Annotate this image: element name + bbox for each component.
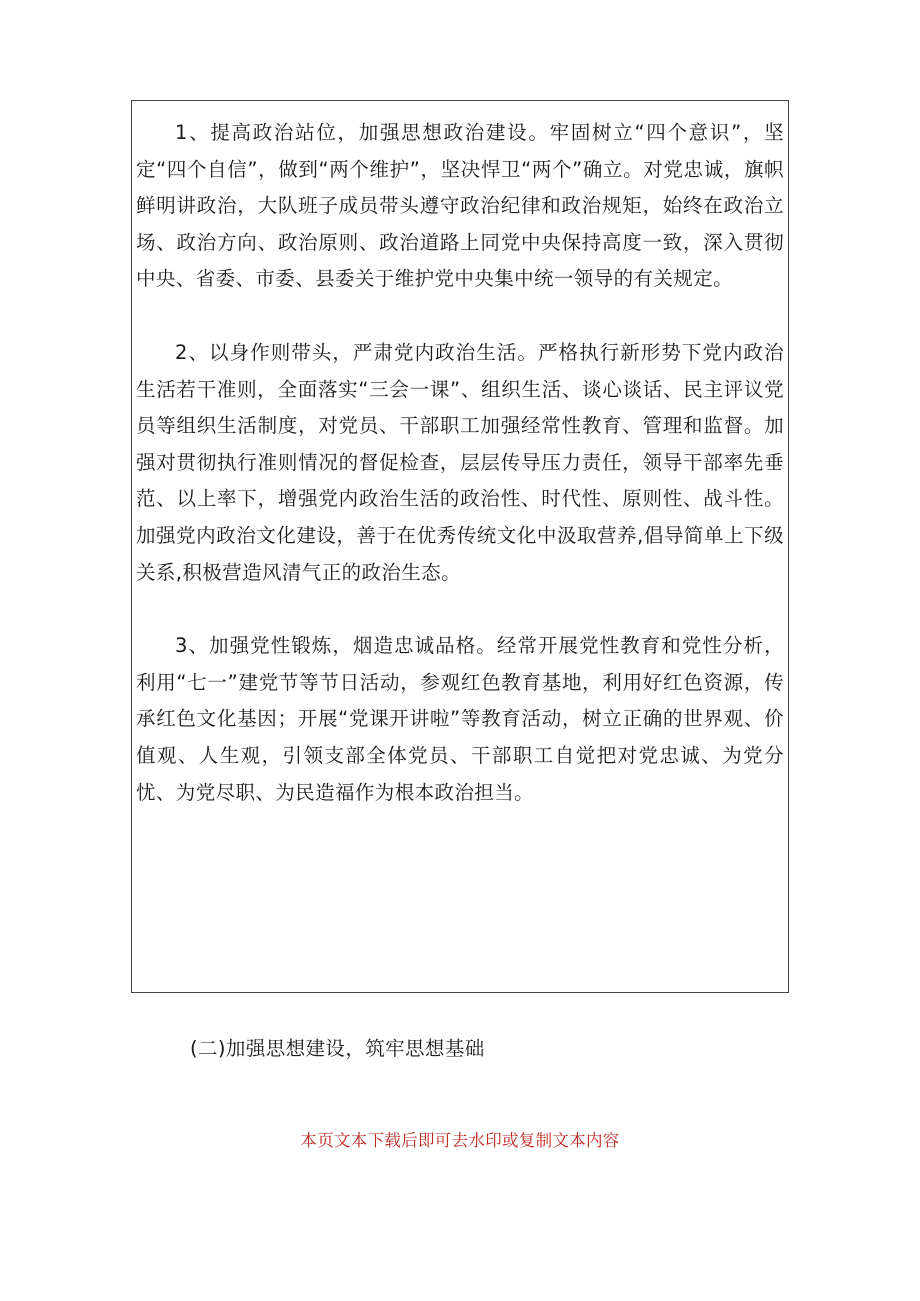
download-notice: 本页文本下载后即可去水印或复制文本内容 <box>300 1131 620 1150</box>
paragraph-3: 3、加强党性锻炼，烟造忠诚品格。经常开展党性教育和党性分析，利用“七一”建党节等节日活动，参观红色教育基地，利用好红色资源，传承红色文化基因；开展“党课开讲啦”等教育活动，树立正确的世界观、价值观、人生观，引领支部全体党员、干部职工自觉把对党忠诚、为党分忧、为党尽职、为民造福作为根本政治担当。 <box>136 634 784 804</box>
bordered-text-box <box>131 100 789 993</box>
paragraph-1: 1、提高政治站位，加强思想政治建设。牢固树立“四个意识”，坚定“四个自信”，做到“两个维护”，坚决悍卫“两个”确立。对党忠诚，旗帜鲜明讲政治，大队班子成员带头遵守政治纪律和政治规矩，始终在政治立场、政治方向、政治原则、政治道路上同党中央保持高度一致，深入贯彻中央、省委、市委、县委关于维护党中央集中统一领导的有关规定。 <box>136 121 784 291</box>
section-heading: (二)加强思想建设，筑牢思想基础 <box>190 1037 485 1060</box>
paragraph-2: 2、以身作则带头，严肃党内政治生活。严格执行新形势下党内政治生活若干准则，全面落实“三会一课”、组织生活、谈心谈话、民主评议党员等组织生活制度，对党员、干部职工加强经常性教育、管理和监督。加强对贯彻执行准则情况的督促检查，层层传导压力责任，领导干部率先垂范、以上率下，增强党内政治生活的政治性、时代性、原则性、战斗性。加强党内政治文化建设，善于在优秀传统文化中汲取营养,倡导简单上下级关系,积极营造风清气正的政治生态。 <box>136 340 784 584</box>
